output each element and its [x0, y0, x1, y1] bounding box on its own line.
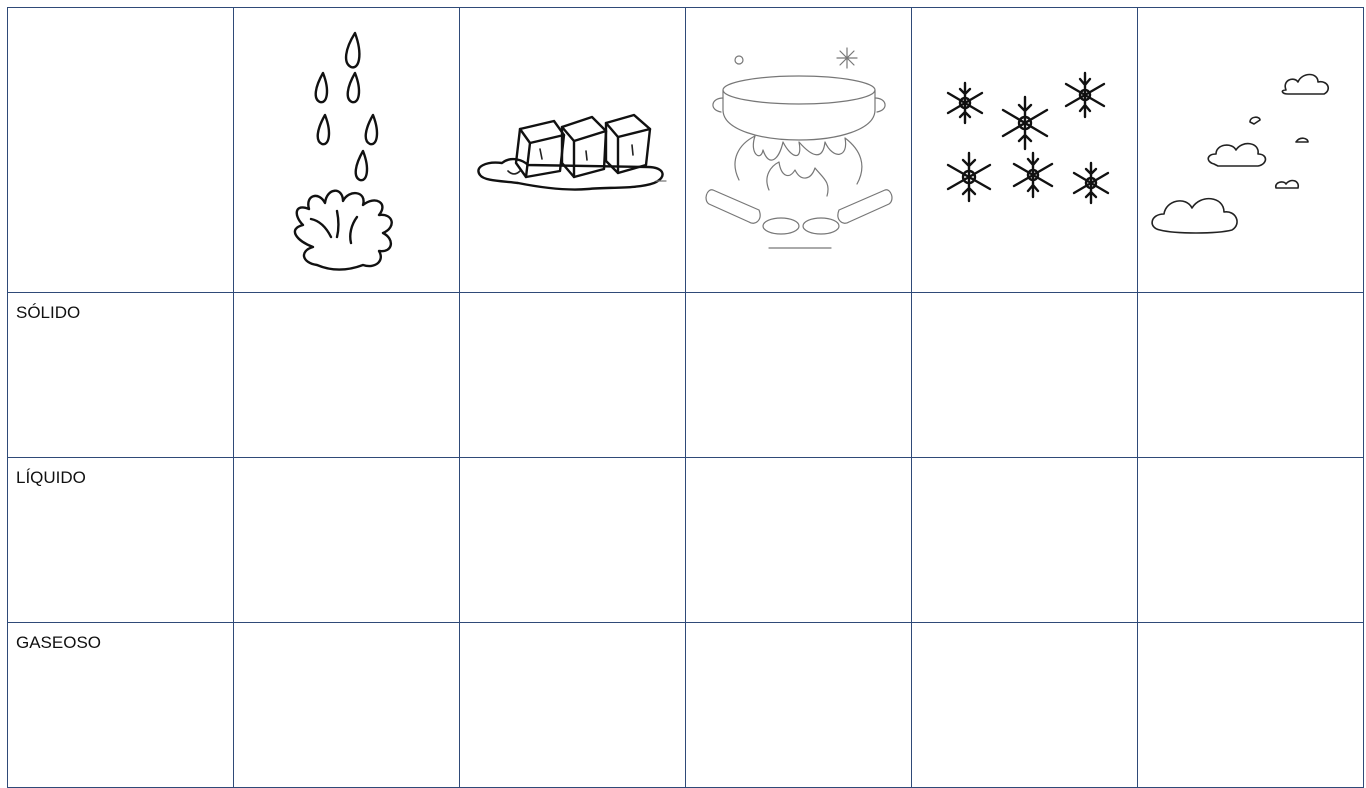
corner-cell	[8, 8, 234, 293]
state-row-solid	[8, 293, 1364, 458]
answer-cell	[912, 458, 1138, 623]
answer-cell	[912, 623, 1138, 788]
answer-cell	[912, 293, 1138, 458]
answer-cell	[234, 293, 460, 458]
answer-cell	[460, 623, 686, 788]
snowflakes-icon	[925, 65, 1125, 235]
answer-cell	[234, 458, 460, 623]
state-row-gas	[8, 623, 1364, 788]
state-row-liquid	[8, 458, 1364, 623]
illustration-cell-3	[686, 8, 912, 293]
state-label-gas: GASEOSO	[16, 633, 102, 652]
row-label-cell	[8, 458, 234, 623]
melting-ice-cubes-icon	[468, 75, 678, 225]
answer-cell	[686, 458, 912, 623]
water-splash-icon	[247, 15, 447, 285]
answer-cell	[1138, 458, 1364, 623]
state-label-solid: SÓLIDO	[16, 303, 81, 322]
row-label-cell	[8, 293, 234, 458]
illustration-cell-4	[912, 8, 1138, 293]
answer-cell	[1138, 623, 1364, 788]
states-of-matter-table	[7, 7, 1364, 788]
boiling-pot-icon	[699, 40, 899, 260]
illustration-cell-1	[234, 8, 460, 293]
illustration-cell-5	[1138, 8, 1364, 293]
illustration-cell-2	[460, 8, 686, 293]
answer-cell	[234, 623, 460, 788]
answer-cell	[686, 293, 912, 458]
answer-cell	[460, 293, 686, 458]
illustration-row	[8, 8, 1364, 293]
row-label-cell	[8, 623, 234, 788]
answer-cell	[460, 458, 686, 623]
clouds-icon	[1146, 50, 1356, 250]
answer-cell	[1138, 293, 1364, 458]
answer-cell	[686, 623, 912, 788]
state-label-liquid: LÍQUIDO	[16, 468, 86, 487]
